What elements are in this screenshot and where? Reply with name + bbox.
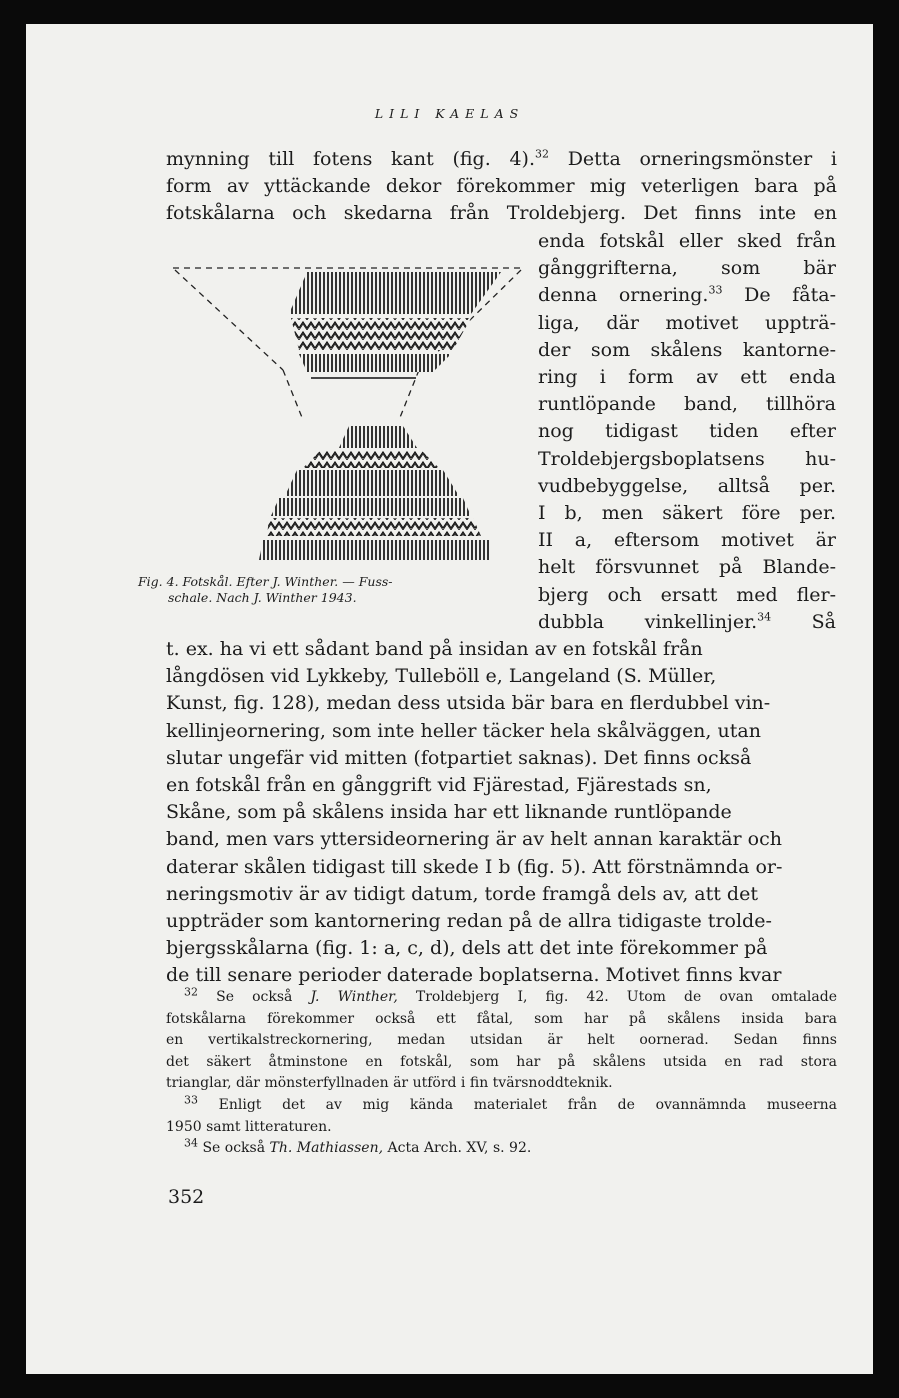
- footnotes: [166, 987, 837, 1160]
- footnote-ref-34[interactable]: 34: [757, 610, 772, 624]
- pedestal-bowl-drawing: [171, 260, 529, 580]
- figure-caption: Fig. 4. Fotskål. Efter J. Winther. — Fuss- schale. Nach J. Winther 1943.: [138, 574, 393, 605]
- page-number: 352: [168, 1186, 205, 1208]
- body-text-bottom: t. ex. ha vi ett sådant band på insidan av en fotskål från långdösen vid Lykkeby, Tulleböll e, Langeland (S. Müller, Kunst, fig. 128), medan dess utsida bär bara en flerdubbel vin- kellinjeornering, som inte heller täcker hela skålväggen, utan slutar ungefär vid mitten (fotpartiet saknas). Det finns också en fotskål från en gånggrift vid Fjärestad, Fjärestads sn, Skåne, som på skålens insida har ett liknande runtlöpande band, men vars yttersideornering är av helt annan karaktär och daterar skålen tidigast till skede I b (fig. 5). Att förstnämnda or- neringsmotiv är av tidigt datum, torde framgå dels av, att det uppträder som kantornering redan på de allra tidigaste trolde- bjergsskålarna (fig. 1: a, c, d), dels att det inte förekommer på de till senare perioder daterade boplatserna. Motivet finns kvar: [166, 638, 783, 987]
- book-page: [26, 24, 873, 1374]
- body-text-top: mynning till fotens kant (fig. 4).$^{32}$ Detta orneringsmönster i form av yttäckande dekor förekommer mig veterligen bara på fotskålarna och skedarna från Troldebjerg. Det finns inte en: [166, 147, 837, 225]
- running-header: LILI KAELAS: [374, 106, 525, 121]
- figure-pedestal-bowl: [171, 260, 529, 580]
- footnote-33: $^{33}$ Enligt det av mig kända materialet från de ovannämnda museerna 1950 samt litteraturen.: [166, 1093, 837, 1135]
- footnote-34: $^{34}$ Se också Th. Mathiassen, Acta Arch. XV, s. 92.: [184, 1136, 532, 1157]
- footnote-ref-33[interactable]: 33: [708, 284, 723, 298]
- body-text-side-column: enda fotskål eller sked från gånggrifterna, som bär denna ornering.$^{33}$ De fåta- liga, där motivet uppträ- der som skålens kantorne- ring i form av ett enda runtlöpande band, tillhöra nog tidigast tiden efter Troldebjergsboplatsens hu- vudbebyggelse, alltså per. I b, men säkert före per. II a, eftersom motivet är helt försvunnet på Blande- bjerg och ersatt med fler- dubbla vinkellinjer.$^{34}$ Så: [538, 230, 836, 633]
- footnote-32: $^{32}$ Se också J. Winther, Troldebjerg I, fig. 42. Utom de ovan omtalade fotskålarna förekommer också ett fåtal, som har på skålens insida bara en vertikalstreckornering, medan utsidan är helt oornerad. Sedan finns det säkert åtminstone en fotskål, som har på skålens utsida en rad stora trianglar, där mönsterfyllnaden är utförd i fin tvärsnoddteknik.: [166, 985, 837, 1092]
- footnote-ref-32[interactable]: 32: [534, 147, 549, 161]
